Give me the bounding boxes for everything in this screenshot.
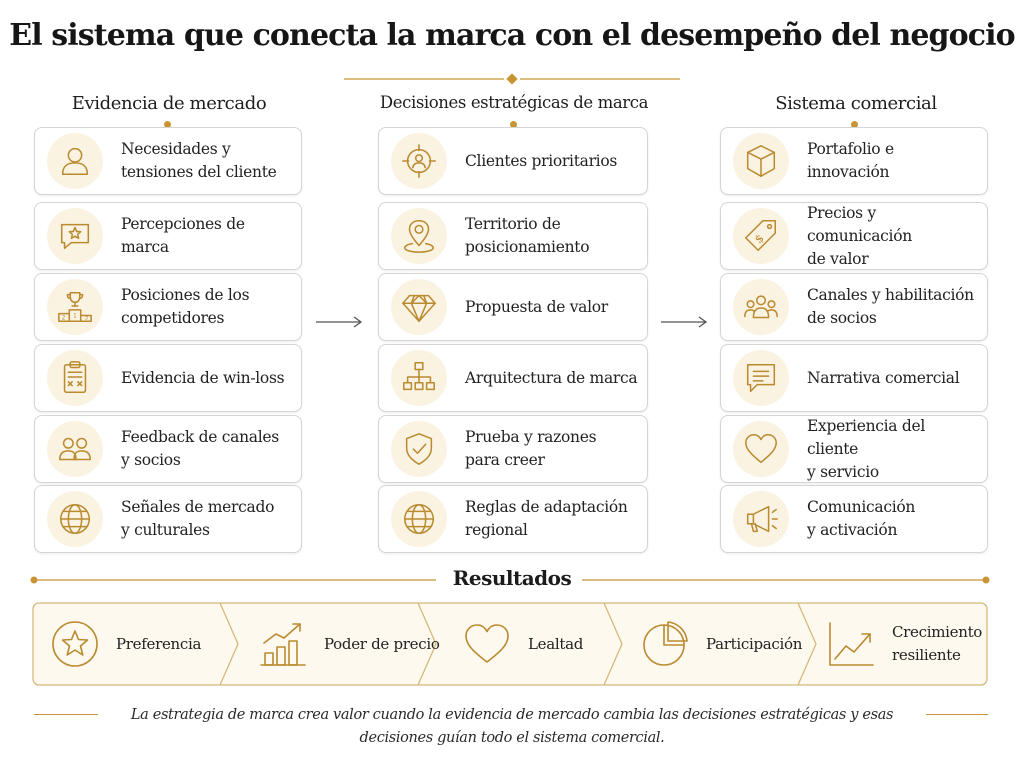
flow-arrow [659, 312, 709, 332]
page-title: El sistema que conecta la marca con el desempeño del negocio [9, 18, 1015, 53]
globe-icon [47, 491, 103, 547]
card-channels [720, 273, 988, 341]
map-pin-icon [391, 208, 447, 264]
star-circle-icon [50, 619, 100, 669]
globe-icon [391, 491, 447, 547]
people-icon [47, 421, 103, 477]
card-win-loss [34, 344, 302, 412]
results-title: Resultados [452, 566, 572, 590]
column-heading-market-evidence: Evidencia de mercado [71, 93, 267, 114]
card-label: Clientes prioritarios [465, 151, 618, 170]
chat-star-icon [47, 208, 103, 264]
card-label: Canales y habilitación de socios [807, 286, 974, 327]
result-share [640, 602, 802, 686]
results-panel [32, 602, 988, 686]
trend-up-icon [826, 619, 876, 669]
card-label: Feedback de canales y socios [121, 428, 279, 469]
bar-growth-icon [258, 619, 308, 669]
cube-icon [733, 133, 789, 189]
target-person-icon [391, 133, 447, 189]
result-loyalty [462, 602, 583, 686]
column-heading-commercial-system: Sistema comercial [775, 93, 937, 114]
card-label: Comunicación y activación [807, 498, 916, 539]
result-label: Preferencia [116, 634, 202, 653]
result-resilient-growth [826, 602, 982, 686]
card-priority-customers [378, 127, 648, 195]
heart-icon [462, 619, 512, 669]
card-label: Percepciones de marca [121, 215, 245, 256]
hierarchy-icon [391, 350, 447, 406]
card-regional-rules [378, 485, 648, 553]
card-portfolio [720, 127, 988, 195]
card-label: Propuesta de valor [465, 297, 608, 316]
card-label: Reglas de adaptación regional [465, 498, 628, 539]
heart-icon [733, 421, 789, 477]
card-market-signals [34, 485, 302, 553]
result-preference [50, 602, 201, 686]
card-label: Narrativa comercial [807, 368, 960, 387]
card-pricing [720, 202, 988, 270]
price-tag-icon [733, 208, 789, 264]
card-label: Prueba y razones para creer [465, 428, 597, 469]
card-proof-reasons [378, 415, 648, 483]
card-label: Precios y comunicación de valor [807, 203, 912, 268]
card-label: Posiciones de los competidores [121, 286, 250, 327]
result-pricing-power [258, 602, 440, 686]
card-brand-architecture [378, 344, 648, 412]
svg-text:3: 3 [84, 315, 89, 322]
card-label: Evidencia de win-loss [121, 368, 285, 387]
card-customer-experience [720, 415, 988, 483]
card-label: Portafolio e innovación [807, 140, 894, 181]
card-label: Arquitectura de marca [465, 368, 638, 387]
group-icon [733, 279, 789, 335]
card-channel-feedback [34, 415, 302, 483]
shield-check-icon [391, 421, 447, 477]
card-label: Señales de mercado y culturales [121, 498, 275, 539]
footer-rule-left [34, 714, 98, 715]
card-value-proposition [378, 273, 648, 341]
pie-chart-icon [640, 619, 690, 669]
card-label: Experiencia del cliente y servicio [807, 416, 926, 481]
footer-rule-right [926, 714, 988, 715]
card-communication [720, 485, 988, 553]
megaphone-icon [733, 491, 789, 547]
flow-arrow [314, 312, 364, 332]
message-icon [733, 350, 789, 406]
card-positioning-territory [378, 202, 648, 270]
svg-text:2: 2 [61, 315, 66, 322]
title-divider [344, 70, 680, 88]
svg-text:1: 1 [73, 313, 77, 320]
result-label: Lealtad [528, 634, 584, 653]
card-label: Necesidades y tensiones del cliente [121, 140, 277, 181]
card-brand-perceptions [34, 202, 302, 270]
person-icon [47, 133, 103, 189]
card-competitor-positions [34, 273, 302, 341]
card-label: Territorio de posicionamiento [465, 215, 590, 256]
footer-caption: La estrategia de marca crea valor cuando la evidencia de mercado cambia las decisiones estratégicas y esas decisiones guían todo el sistema comercial. [130, 707, 894, 746]
podium-trophy-icon [47, 279, 103, 335]
column-heading-brand-decisions: Decisiones estratégicas de marca [379, 93, 649, 112]
clipboard-icon [47, 350, 103, 406]
svg-text:$: $ [751, 231, 767, 247]
card-commercial-narrative [720, 344, 988, 412]
card-customer-needs [34, 127, 302, 195]
diamond-icon [391, 279, 447, 335]
result-label: Participación [706, 634, 803, 653]
result-label: Poder de precio [324, 634, 440, 653]
result-label: Crecimiento resiliente [892, 623, 983, 664]
